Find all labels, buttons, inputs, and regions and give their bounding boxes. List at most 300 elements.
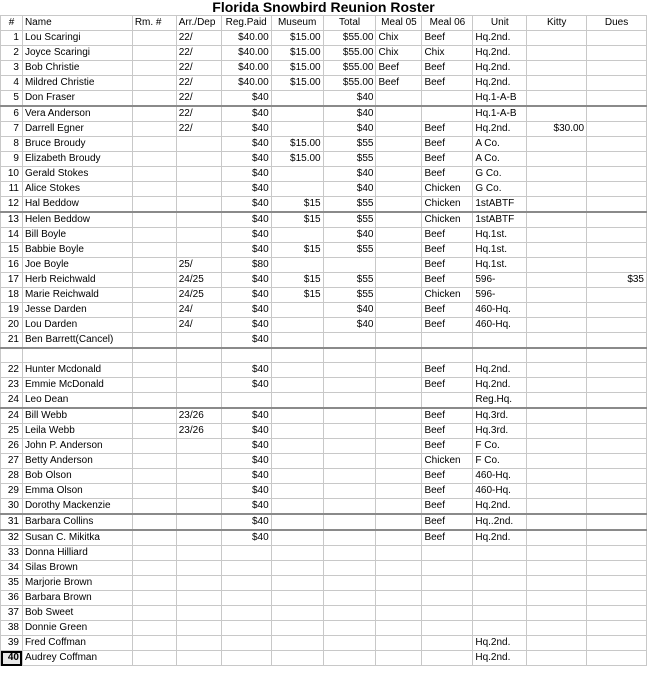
cell-meal06[interactable]: Chicken [422,212,473,228]
cell-name[interactable] [22,348,132,363]
cell-meal06[interactable]: Beef [422,228,473,243]
cell-kitty[interactable] [527,258,587,273]
cell-num[interactable]: 29 [1,484,23,499]
cell-num[interactable]: 25 [1,424,23,439]
cell-name[interactable]: John P. Anderson [22,439,132,454]
cell-name[interactable]: Lou Scaringi [22,31,132,46]
cell-num[interactable]: 14 [1,228,23,243]
cell-meal05[interactable] [376,484,422,499]
cell-unit[interactable]: Hq.2nd. [473,363,527,378]
cell-rm[interactable] [132,212,176,228]
cell-rm[interactable] [132,182,176,197]
cell-meal06[interactable]: Beef [422,303,473,318]
cell-meal06[interactable] [422,576,473,591]
cell-name[interactable]: Marie Reichwald [22,288,132,303]
cell-unit[interactable] [473,576,527,591]
cell-meal05[interactable] [376,424,422,439]
cell-museum[interactable] [271,454,323,469]
cell-museum[interactable] [271,122,323,137]
cell-arr[interactable]: 24/ [176,318,221,333]
cell-total[interactable] [323,514,376,530]
cell-rm[interactable] [132,348,176,363]
cell-unit[interactable]: Hq.2nd. [473,530,527,546]
cell-dues[interactable] [587,591,647,606]
cell-museum[interactable]: $15 [271,197,323,213]
cell-arr[interactable] [176,514,221,530]
cell-meal06[interactable] [422,348,473,363]
cell-num[interactable]: 17 [1,273,23,288]
cell-name[interactable]: Donnie Green [22,621,132,636]
cell-reg[interactable]: $40 [221,288,271,303]
cell-kitty[interactable] [527,303,587,318]
cell-total[interactable]: $55.00 [323,46,376,61]
cell-kitty[interactable] [527,546,587,561]
cell-reg[interactable]: $40 [221,499,271,515]
cell-dues[interactable] [587,393,647,409]
cell-total[interactable]: $55 [323,152,376,167]
cell-museum[interactable] [271,318,323,333]
cell-rm[interactable] [132,363,176,378]
cell-kitty[interactable] [527,288,587,303]
cell-meal06[interactable] [422,561,473,576]
cell-dues[interactable] [587,408,647,424]
cell-arr[interactable] [176,333,221,349]
cell-unit[interactable]: G Co. [473,182,527,197]
cell-meal05[interactable] [376,273,422,288]
cell-total[interactable] [323,546,376,561]
cell-dues[interactable] [587,182,647,197]
cell-dues[interactable]: $35 [587,273,647,288]
cell-unit[interactable]: 460-Hq. [473,484,527,499]
cell-reg[interactable]: $40 [221,167,271,182]
cell-unit[interactable]: A Co. [473,152,527,167]
cell-museum[interactable]: $15.00 [271,76,323,91]
cell-arr[interactable]: 24/25 [176,288,221,303]
cell-kitty[interactable] [527,106,587,122]
cell-total[interactable] [323,454,376,469]
cell-arr[interactable] [176,561,221,576]
cell-meal06[interactable] [422,106,473,122]
cell-num[interactable]: 2 [1,46,23,61]
cell-name[interactable]: Joe Boyle [22,258,132,273]
cell-rm[interactable] [132,378,176,393]
cell-rm[interactable] [132,439,176,454]
cell-unit[interactable]: Hq.2nd. [473,61,527,76]
cell-meal05[interactable] [376,228,422,243]
cell-rm[interactable] [132,152,176,167]
cell-num[interactable]: 35 [1,576,23,591]
cell-unit[interactable]: A Co. [473,137,527,152]
cell-dues[interactable] [587,561,647,576]
cell-museum[interactable] [271,576,323,591]
cell-rm[interactable] [132,258,176,273]
cell-name[interactable]: Donna Hilliard [22,546,132,561]
cell-unit[interactable]: Hq.1st. [473,258,527,273]
cell-dues[interactable] [587,606,647,621]
cell-arr[interactable] [176,591,221,606]
cell-meal06[interactable]: Beef [422,439,473,454]
column-header[interactable]: Meal 06 [422,16,473,31]
cell-num[interactable]: 32 [1,530,23,546]
cell-num[interactable]: 31 [1,514,23,530]
cell-arr[interactable] [176,576,221,591]
cell-museum[interactable] [271,514,323,530]
cell-museum[interactable]: $15 [271,273,323,288]
cell-rm[interactable] [132,273,176,288]
cell-reg[interactable]: $40 [221,212,271,228]
cell-kitty[interactable] [527,348,587,363]
cell-arr[interactable]: 23/26 [176,408,221,424]
cell-meal05[interactable] [376,258,422,273]
cell-unit[interactable]: Hq.1st. [473,228,527,243]
cell-meal05[interactable] [376,167,422,182]
cell-reg[interactable]: $40 [221,333,271,349]
column-header[interactable]: Reg.Paid [221,16,271,31]
cell-arr[interactable] [176,636,221,651]
cell-num[interactable]: 36 [1,591,23,606]
cell-reg[interactable] [221,606,271,621]
cell-kitty[interactable] [527,636,587,651]
cell-rm[interactable] [132,318,176,333]
cell-rm[interactable] [132,424,176,439]
cell-kitty[interactable] [527,484,587,499]
cell-kitty[interactable] [527,408,587,424]
cell-dues[interactable] [587,303,647,318]
cell-meal06[interactable]: Chicken [422,454,473,469]
cell-museum[interactable] [271,393,323,409]
cell-num[interactable]: 9 [1,152,23,167]
cell-name[interactable]: Bruce Broudy [22,137,132,152]
cell-museum[interactable] [271,621,323,636]
cell-arr[interactable] [176,243,221,258]
cell-rm[interactable] [132,288,176,303]
cell-meal05[interactable] [376,378,422,393]
cell-name[interactable]: Emma Olson [22,484,132,499]
cell-dues[interactable] [587,378,647,393]
column-header[interactable]: Total [323,16,376,31]
cell-dues[interactable] [587,530,647,546]
cell-rm[interactable] [132,484,176,499]
cell-dues[interactable] [587,228,647,243]
cell-reg[interactable] [221,576,271,591]
cell-kitty[interactable] [527,182,587,197]
cell-rm[interactable] [132,106,176,122]
cell-name[interactable]: Bill Boyle [22,228,132,243]
cell-reg[interactable] [221,621,271,636]
cell-total[interactable]: $40 [323,106,376,122]
cell-rm[interactable] [132,167,176,182]
cell-kitty[interactable] [527,393,587,409]
cell-reg[interactable] [221,546,271,561]
cell-unit[interactable]: 460-Hq. [473,318,527,333]
cell-rm[interactable] [132,408,176,424]
cell-museum[interactable] [271,499,323,515]
cell-num[interactable]: 7 [1,122,23,137]
cell-dues[interactable] [587,106,647,122]
cell-museum[interactable]: $15.00 [271,61,323,76]
cell-arr[interactable] [176,393,221,409]
cell-museum[interactable] [271,333,323,349]
cell-unit[interactable]: 460-Hq. [473,303,527,318]
cell-arr[interactable]: 22/ [176,106,221,122]
cell-total[interactable]: $55 [323,288,376,303]
cell-museum[interactable] [271,91,323,107]
cell-rm[interactable] [132,137,176,152]
cell-dues[interactable] [587,258,647,273]
cell-dues[interactable] [587,499,647,515]
cell-arr[interactable]: 23/26 [176,424,221,439]
column-header[interactable]: Meal 05 [376,16,422,31]
cell-meal06[interactable]: Beef [422,318,473,333]
cell-meal06[interactable]: Chicken [422,182,473,197]
cell-total[interactable]: $40 [323,318,376,333]
cell-total[interactable] [323,439,376,454]
cell-meal06[interactable] [422,91,473,107]
cell-dues[interactable] [587,439,647,454]
cell-arr[interactable] [176,606,221,621]
cell-kitty[interactable] [527,167,587,182]
cell-unit[interactable] [473,621,527,636]
cell-unit[interactable]: F Co. [473,454,527,469]
cell-arr[interactable]: 22/ [176,61,221,76]
cell-meal05[interactable] [376,152,422,167]
cell-total[interactable] [323,484,376,499]
cell-reg[interactable]: $40 [221,363,271,378]
cell-arr[interactable] [176,469,221,484]
cell-total[interactable] [323,576,376,591]
cell-meal06[interactable]: Beef [422,152,473,167]
cell-museum[interactable]: $15 [271,243,323,258]
cell-museum[interactable] [271,469,323,484]
cell-dues[interactable] [587,288,647,303]
cell-reg[interactable]: $40.00 [221,76,271,91]
cell-meal05[interactable] [376,530,422,546]
cell-name[interactable]: Leila Webb [22,424,132,439]
column-header[interactable]: Name [22,16,132,31]
cell-dues[interactable] [587,621,647,636]
cell-num[interactable]: 18 [1,288,23,303]
cell-dues[interactable] [587,651,647,666]
cell-kitty[interactable] [527,31,587,46]
cell-name[interactable]: Herb Reichwald [22,273,132,288]
cell-num[interactable]: 21 [1,333,23,349]
cell-arr[interactable] [176,546,221,561]
cell-museum[interactable] [271,651,323,666]
cell-num[interactable]: 28 [1,469,23,484]
cell-museum[interactable]: $15 [271,288,323,303]
cell-meal05[interactable] [376,454,422,469]
cell-meal06[interactable]: Beef [422,61,473,76]
cell-num[interactable]: 30 [1,499,23,515]
cell-kitty[interactable] [527,561,587,576]
cell-dues[interactable] [587,76,647,91]
cell-museum[interactable] [271,182,323,197]
cell-unit[interactable] [473,333,527,349]
cell-name[interactable]: Lou Darden [22,318,132,333]
cell-dues[interactable] [587,122,647,137]
cell-total[interactable]: $55 [323,273,376,288]
cell-meal06[interactable] [422,333,473,349]
cell-reg[interactable] [221,636,271,651]
cell-kitty[interactable] [527,439,587,454]
cell-unit[interactable]: Hq.2nd. [473,76,527,91]
column-header[interactable]: Rm. # [132,16,176,31]
column-header[interactable]: Unit [473,16,527,31]
cell-meal06[interactable]: Beef [422,167,473,182]
cell-reg[interactable]: $40 [221,228,271,243]
cell-reg[interactable]: $40 [221,273,271,288]
cell-dues[interactable] [587,546,647,561]
cell-meal05[interactable] [376,243,422,258]
cell-meal06[interactable] [422,636,473,651]
cell-museum[interactable] [271,348,323,363]
cell-museum[interactable]: $15.00 [271,46,323,61]
cell-arr[interactable] [176,167,221,182]
cell-unit[interactable] [473,606,527,621]
cell-meal05[interactable] [376,591,422,606]
cell-unit[interactable]: G Co. [473,167,527,182]
cell-meal05[interactable] [376,363,422,378]
cell-dues[interactable] [587,137,647,152]
cell-total[interactable]: $55 [323,137,376,152]
cell-meal05[interactable] [376,636,422,651]
cell-kitty[interactable] [527,61,587,76]
cell-unit[interactable]: Hq.3rd. [473,424,527,439]
cell-kitty[interactable] [527,76,587,91]
cell-arr[interactable] [176,348,221,363]
cell-kitty[interactable] [527,591,587,606]
cell-kitty[interactable] [527,318,587,333]
cell-arr[interactable] [176,378,221,393]
cell-reg[interactable]: $40 [221,408,271,424]
cell-total[interactable]: $40 [323,228,376,243]
cell-meal05[interactable]: Chix [376,31,422,46]
cell-arr[interactable] [176,621,221,636]
cell-reg[interactable] [221,393,271,409]
cell-num[interactable]: 26 [1,439,23,454]
cell-rm[interactable] [132,228,176,243]
cell-total[interactable] [323,469,376,484]
cell-meal06[interactable] [422,393,473,409]
cell-num[interactable]: 13 [1,212,23,228]
cell-meal06[interactable]: Beef [422,484,473,499]
cell-reg[interactable]: $40 [221,122,271,137]
cell-dues[interactable] [587,152,647,167]
cell-total[interactable]: $55.00 [323,31,376,46]
cell-reg[interactable]: $40 [221,318,271,333]
cell-meal05[interactable] [376,621,422,636]
cell-meal06[interactable]: Beef [422,378,473,393]
cell-name[interactable]: Bill Webb [22,408,132,424]
cell-dues[interactable] [587,197,647,213]
cell-total[interactable] [323,408,376,424]
cell-kitty[interactable] [527,273,587,288]
cell-num[interactable]: 40 [1,651,23,666]
cell-name[interactable]: Bob Christie [22,61,132,76]
cell-museum[interactable] [271,258,323,273]
column-header[interactable]: Museum [271,16,323,31]
cell-meal06[interactable]: Beef [422,514,473,530]
cell-rm[interactable] [132,530,176,546]
cell-num[interactable]: 6 [1,106,23,122]
cell-arr[interactable] [176,454,221,469]
cell-dues[interactable] [587,318,647,333]
cell-meal06[interactable]: Beef [422,258,473,273]
cell-dues[interactable] [587,484,647,499]
cell-name[interactable]: Ben Barrett(Cancel) [22,333,132,349]
cell-meal06[interactable] [422,606,473,621]
cell-reg[interactable] [221,348,271,363]
cell-museum[interactable] [271,167,323,182]
cell-museum[interactable] [271,228,323,243]
cell-name[interactable]: Betty Anderson [22,454,132,469]
cell-dues[interactable] [587,31,647,46]
cell-reg[interactable]: $40 [221,152,271,167]
cell-num[interactable]: 11 [1,182,23,197]
cell-num[interactable]: 12 [1,197,23,213]
cell-kitty[interactable] [527,363,587,378]
cell-num[interactable]: 34 [1,561,23,576]
cell-total[interactable]: $55 [323,212,376,228]
cell-num[interactable]: 23 [1,378,23,393]
cell-reg[interactable]: $40 [221,530,271,546]
cell-num[interactable]: 20 [1,318,23,333]
cell-total[interactable] [323,606,376,621]
cell-reg[interactable]: $40 [221,424,271,439]
cell-dues[interactable] [587,348,647,363]
cell-kitty[interactable] [527,228,587,243]
cell-kitty[interactable] [527,212,587,228]
cell-museum[interactable] [271,424,323,439]
cell-unit[interactable]: Hq.3rd. [473,408,527,424]
cell-dues[interactable] [587,46,647,61]
cell-meal05[interactable] [376,393,422,409]
cell-dues[interactable] [587,363,647,378]
cell-meal05[interactable] [376,651,422,666]
cell-name[interactable]: Don Fraser [22,91,132,107]
cell-unit[interactable]: Hq.1-A-B [473,106,527,122]
cell-reg[interactable]: $40 [221,378,271,393]
cell-meal06[interactable]: Chicken [422,197,473,213]
cell-total[interactable] [323,258,376,273]
cell-reg[interactable]: $40 [221,243,271,258]
cell-total[interactable] [323,651,376,666]
cell-total[interactable]: $55.00 [323,76,376,91]
cell-rm[interactable] [132,591,176,606]
cell-name[interactable]: Audrey Coffman [22,651,132,666]
cell-reg[interactable] [221,591,271,606]
cell-num[interactable]: 38 [1,621,23,636]
cell-total[interactable] [323,333,376,349]
cell-kitty[interactable] [527,514,587,530]
cell-museum[interactable] [271,484,323,499]
cell-dues[interactable] [587,514,647,530]
cell-kitty[interactable] [527,499,587,515]
cell-rm[interactable] [132,636,176,651]
cell-reg[interactable]: $40.00 [221,31,271,46]
column-header[interactable]: Dues [587,16,647,31]
cell-total[interactable]: $40 [323,182,376,197]
cell-dues[interactable] [587,167,647,182]
cell-kitty[interactable] [527,621,587,636]
cell-meal06[interactable]: Chicken [422,288,473,303]
cell-unit[interactable]: Hq.2nd. [473,46,527,61]
cell-meal06[interactable] [422,621,473,636]
cell-arr[interactable] [176,212,221,228]
cell-meal05[interactable] [376,514,422,530]
cell-kitty[interactable] [527,651,587,666]
cell-name[interactable]: Silas Brown [22,561,132,576]
